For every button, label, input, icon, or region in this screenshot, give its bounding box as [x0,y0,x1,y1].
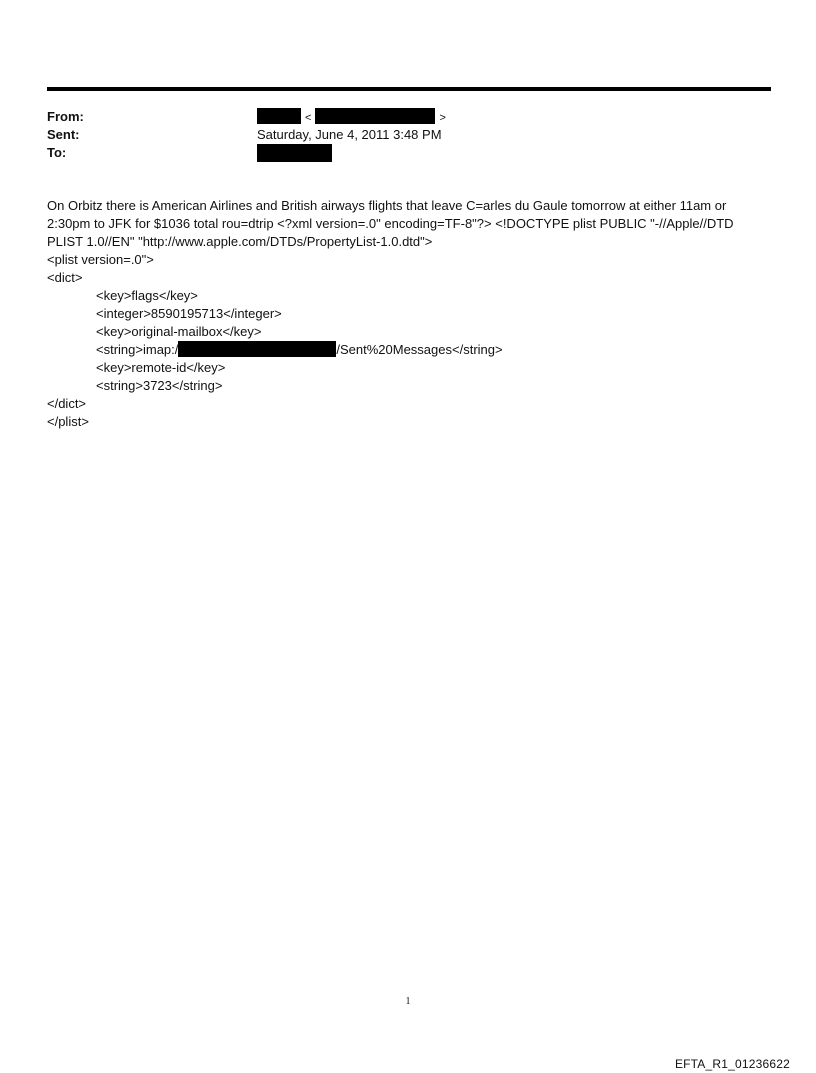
key-flags-line: <key>flags</key> [96,288,198,303]
to-value [257,144,332,164]
body-paragraph [47,197,771,251]
body-line: PLIST 1.0//EN" "http://www.apple.com/DTDs/PropertyList-1.0.dtd"> [47,234,433,249]
body-line: 2:30pm to JFK for $1036 total rou=dtrip <?xml version=.0" encoding=TF-8"?> <!DOCTYPE plist PUBLIC "-//Apple//DTD [47,216,734,231]
email-header [47,108,767,162]
to-label: To: [47,145,67,160]
plist-close-line: </plist> [47,414,89,429]
key-mailbox-line: <key>original-mailbox</key> [96,324,262,339]
from-value [257,108,450,127]
body-line: On Orbitz there is American Airlines and British airways flights that leave C=arles du Gaule tomorrow at either 11am or [47,198,727,213]
from-label: From: [47,109,84,124]
imap-suffix: /Sent%20Messages</string> [336,342,503,357]
sent-row [47,126,767,144]
sent-label: Sent: [47,127,80,142]
from-open-bracket: < [305,112,312,124]
redaction-block [257,144,332,162]
document-id: EFTA_R1_01236622 [674,1057,790,1071]
dict-open-line: <dict> [47,270,83,285]
redaction-block [257,108,301,124]
email-body [47,197,771,431]
redaction-block [178,341,336,357]
header-rule [47,87,771,91]
dict-close-line: </dict> [47,396,87,411]
to-row [47,144,767,162]
key-remote-line: <key>remote-id</key> [96,360,226,375]
string-imap-line [47,341,771,359]
from-close-bracket: > [439,112,446,124]
from-row [47,108,767,126]
redaction-block [315,108,435,124]
imap-prefix: <string>imap:/ [96,342,179,357]
integer-flags-line: <integer>8590195713</integer> [96,306,282,321]
page-number: 1 [405,996,411,1007]
plist-open-line: <plist version=.0"> [47,252,154,267]
string-remote-line: <string>3723</string> [96,378,223,393]
sent-value: Saturday, June 4, 2011 3:48 PM [257,127,442,142]
